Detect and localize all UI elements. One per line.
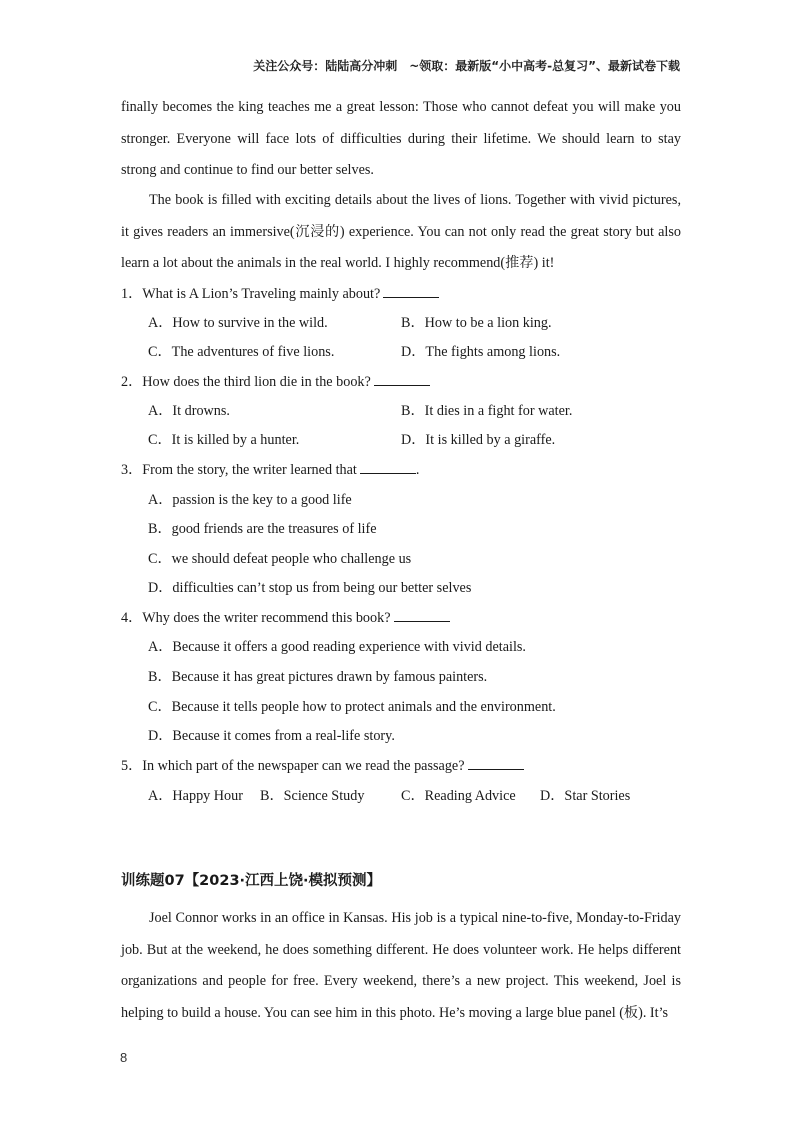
question-3-stem: 3．From the story, the writer learned that [121,462,357,478]
q4-option-c: C．Because it tells people how to protect animals and the environment. [148,699,556,715]
question-2-stem: 2．How does the third lion die in the book? [121,374,371,390]
question-4-stem: 4．Why does the writer recommend this book? [121,610,391,626]
question-4 [121,609,450,627]
q1-option-b: B．How to be a lion king. [401,315,552,331]
q2-option-d: D．It is killed by a giraffe. [401,432,556,448]
q3-option-a: A．passion is the key to a good life [148,492,352,508]
question-3 [121,461,419,479]
q4-option-d: D．Because it comes from a real-life story. [148,728,395,744]
q3-option-b: B．good friends are the treasures of life [148,521,377,537]
answer-blank[interactable] [468,757,524,770]
q5-option-d: D．Star Stories [540,788,631,804]
q5-option-b: B．Science Study [260,788,365,804]
q2-option-c: C．It is killed by a hunter. [148,432,300,448]
question-1-stem: 1．What is A Lion’s Traveling mainly about? [121,286,381,302]
passage-paragraph-1: finally becomes the king teaches me a great lesson: Those who cannot defeat you will make you stronger. Everyone will face lots of difficulties during their lifetime. We should learn to stay strong and continue to find our better selves. [121,99,681,178]
q5-option-a: A．Happy Hour [148,788,243,804]
q1-option-c: C．The adventures of five lions. [148,344,335,360]
answer-blank[interactable] [394,609,450,622]
q1-option-d: D．The fights among lions. [401,344,561,360]
q5-option-c: C．Reading Advice [401,788,516,804]
answer-blank[interactable] [383,285,439,298]
section-title: 训练题07【2023·江西上饶·模拟预测】 [121,873,382,889]
q4-option-a: A．Because it offers a good reading experience with vivid details. [148,639,526,655]
q1-option-a: A．How to survive in the wild. [148,315,328,331]
answer-blank[interactable] [374,373,430,386]
question-1 [121,285,439,303]
q3-option-c: C．we should defeat people who challenge us [148,551,412,567]
page-number: 8 [120,1050,128,1065]
q2-option-b: B．It dies in a fight for water. [401,403,573,419]
question-5-stem: 5．In which part of the newspaper can we read the passage? [121,758,465,774]
question-2 [121,373,430,391]
q4-option-b: B．Because it has great pictures drawn by famous painters. [148,669,488,685]
answer-blank[interactable] [360,461,416,474]
page-header: 关注公众号：陆陆高分冲刺 ~领取：最新版“小中高考-总复习”、最新试卷下载 [253,59,680,73]
q2-option-a: A．It drowns. [148,403,230,419]
question-3-stem-end: . [415,462,420,478]
passage-paragraph-2: The book is filled with exciting details about the lives of lions. Together with vivid pictures, it gives readers an immersive(沉浸的) experience. You can not only read the great story but also learn a lot about the animals in the real world. I highly recommend(推荐) it! [121,192,681,271]
q3-option-d: D．difficulties can’t stop us from being our better selves [148,580,472,596]
question-5 [121,757,524,775]
section-passage: Joel Connor works in an office in Kansas. His job is a typical nine-to-five, Monday-to-Friday job. But at the weekend, he does something different. He does volunteer work. He helps different organizations and people for free. Every weekend, there’s a new project. This weekend, Joel is helping to build a house. You can see him in this photo. He’s moving a large blue panel (板). It’s [121,910,681,1021]
